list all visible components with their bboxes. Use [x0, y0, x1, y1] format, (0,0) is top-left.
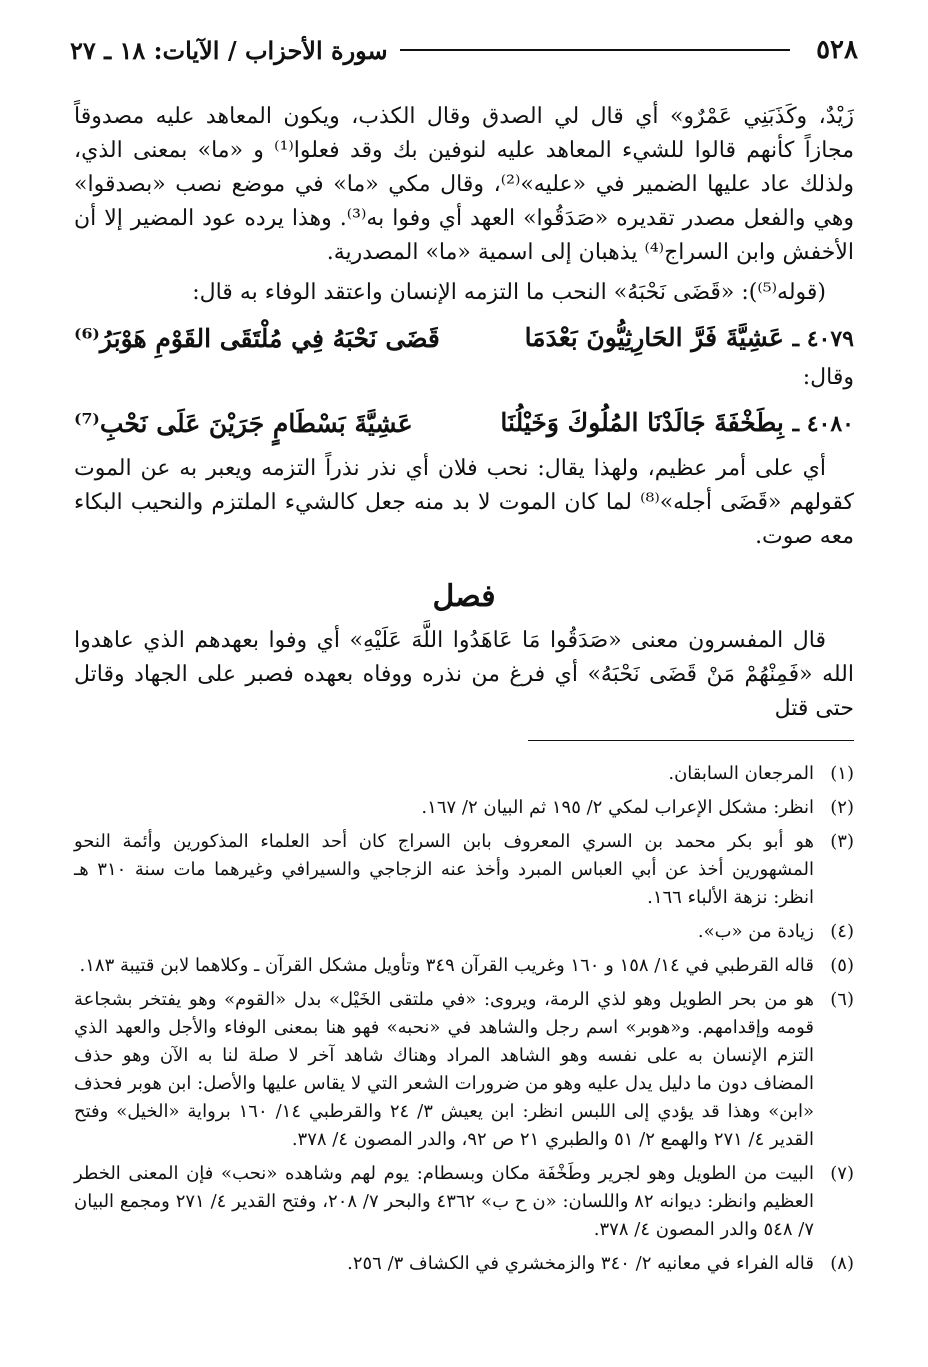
paragraph-2: (قوله⁽⁵⁾): «قَضَى نَحْبَهُ» النحب ما التزمه الإنسان واعتقد الوفاء به قال:: [192, 280, 826, 305]
verse-hemistich-first: [500, 401, 854, 446]
header-rule: [400, 49, 790, 51]
footnote: [74, 1160, 854, 1244]
footnote-text: انظر: مشكل الإعراب لمكي ٢/ ١٩٥ ثم البيان ٢/ ١٦٧.: [421, 797, 814, 818]
footnote-number: (٨): [830, 1253, 854, 1274]
verse-hemistich-first-text: عَشِيَّةَ فَرَّ الحَارِثِيُّونَ بَعْدَمَا: [524, 323, 784, 352]
footnote-separator: [528, 740, 854, 741]
section-title: فصل: [432, 579, 496, 614]
main-text: [74, 100, 854, 726]
footnote-text: المرجعان السابقان.: [668, 763, 814, 784]
verse-number: ٤٠٧٩ ـ: [792, 326, 854, 352]
footnote-number: (٥): [830, 955, 854, 976]
footnote-number: (٦): [830, 989, 854, 1010]
verse-hemistich-second: عَشِيَّةَ بَسْطَامٍ جَرَيْنَ عَلَى نَحْبِ⁽⁷⁾: [74, 408, 413, 438]
footnote: [74, 986, 854, 1154]
footnotes: [74, 760, 854, 1284]
verse-hemistich-first-text: بِطَخْفَةَ جَالَدْنَا المُلُوكَ وَخَيْلُنَا: [500, 408, 784, 437]
verse-hemistich-first: [525, 316, 854, 361]
verse-4080: [74, 401, 854, 446]
footnote-text: قاله القرطبي في ١٤/ ١٥٨ و ١٦٠ وغريب القرآن ٣٤٩ وتأويل مشكل القرآن ـ وكلاهما لابن قتيبة ١٨٣.: [79, 955, 814, 976]
footnote-text: هو من بحر الطويل وهو لذي الرمة، ويروى: «في ملتقى الخَيْل» بدل «القوم» وهو يفتخر بشجاعة قومه وإقدامهم. و«هوبر» اسم رجل والشاهد في «نحبه» فهو هنا بمعنى الوفاء والأجل والعهد الذي التزم الإنسان به على نفسه وهو الشاهد المراد وهناك شاهد آخر لا صلة لنا به الآن وهو حذف المضاف دون ما دليل يدل عليه وهو من ضرورات الشعر التي لا يقاس عليها والأصل: ابن هوبر فحذف «ابن» وهذا قد يؤدي إلى اللبس انظر: ابن يعيش ٣/ ٢٤ والقرطبي ١٤/ ١٦٠ برواية «الخيل» وفتح القدير ٤/ ٢٧١ والهمع ٢/ ٥١ والطبري ٢١ ص ٩٢، والدر المصون ٤/ ٣٧٨.: [74, 989, 814, 1150]
section-paragraph: قال المفسرون معنى «صَدَقُوا مَا عَاهَدُوا اللَّهَ عَلَيْهِ» أي وفوا بعهدهم الذي عاهدوا الله «فَمِنْهُمْ مَنْ قَضَى نَحْبَهُ» أي فرغ من نذره ووفاه بعهده فصبر على الجهاد وقاتل حتى قتل: [74, 628, 854, 721]
footnote-text: قاله الفراء في معانيه ٢/ ٣٤٠ والزمخشري في الكشاف ٣/ ٢٥٦.: [347, 1253, 814, 1274]
paragraph-3: أي على أمر عظيم، ولهذا يقال: نحب فلان أي نذر نذراً التزمه ويعبر به عن الموت كقولهم «قَضَى أجله»⁽⁸⁾ لما كان الموت لا بد منه جعل كالشيء الملتزم والنحيب البكاء معه صوت.: [74, 456, 855, 549]
verse-hemistich-second: قَضَى نَحْبَهُ فِي مُلْتَقَى القَوْمِ هَوْبَرُ⁽⁶⁾: [74, 323, 440, 353]
paragraph-1: زَيْدٌ، وكَذَبَنِي عَمْرٌو» أي قال لي الصدق وقال الكذب، ويكون المعاهد عليه مصدوقاً مجازاً كأنهم قالوا للشيء المعاهد عليه لنوفين بك وقد فعلوا⁽¹⁾ و «ما» بمعنى الذي، ولذلك عاد عليها الضمير في «عليه»⁽²⁾، وقال مكي «ما» في موضع نصب «بصدقوا» وهي والفعل مصدر تقديره «صَدَقُوا» العهد أي وفوا به⁽³⁾. وهذا يرده عود المضير إلا أن الأخفش وابن السراج⁽⁴⁾ يذهبان إلى اسمية «ما» المصدرية.: [74, 104, 855, 265]
footnote: [74, 952, 854, 980]
footnote: [74, 828, 854, 912]
verse-4079: [74, 316, 854, 361]
footnote: [74, 1250, 854, 1278]
footnote: [74, 794, 854, 822]
footnote-number: (١): [830, 763, 854, 784]
footnote-text: زيادة من «ب».: [697, 921, 814, 942]
footnote-text: هو أبو بكر محمد بن السري المعروف بابن السراج كان أحد العلماء المذكورين وأئمة النحو المشهورين أخذ عن أبي العباس المبرد وأخذ عنه الزجاجي والسيرافي وغيرهما مات سنة ٣١٠ هـ انظر: نزهة الألباء ١٦٦.: [74, 831, 814, 908]
footnote-number: (٢): [830, 797, 854, 818]
footnote-number: (٧): [830, 1163, 854, 1184]
running-title: سورة الأحزاب / الآيات: ١٨ ـ ٢٧: [70, 35, 388, 65]
footnote-number: (٣): [830, 831, 854, 852]
verse-number: ٤٠٨٠ ـ: [792, 411, 854, 437]
footnote: [74, 760, 854, 788]
footnote-number: (٤): [830, 921, 854, 942]
between-verses-text: وقال:: [802, 365, 854, 390]
page-number: ٥٢٨: [816, 35, 858, 65]
footnote-text: البيت من الطويل وهو لجرير وطَخْفَة مكان وبسطام: يوم لهم وشاهده «نحب» فإن المعنى الخطر العظيم وانظر: ديوانه ٨٢ واللسان: «ن ح ب» ٤٣٦٢ والبحر ٧/ ٢٠٨، وفتح القدير ٤/ ٢٧١ ومجمع البيان ٧/ ٥٤٨ والدر المصون ٤/ ٣٧٨.: [74, 1163, 814, 1240]
page-header: [70, 30, 858, 70]
footnote: [74, 918, 854, 946]
